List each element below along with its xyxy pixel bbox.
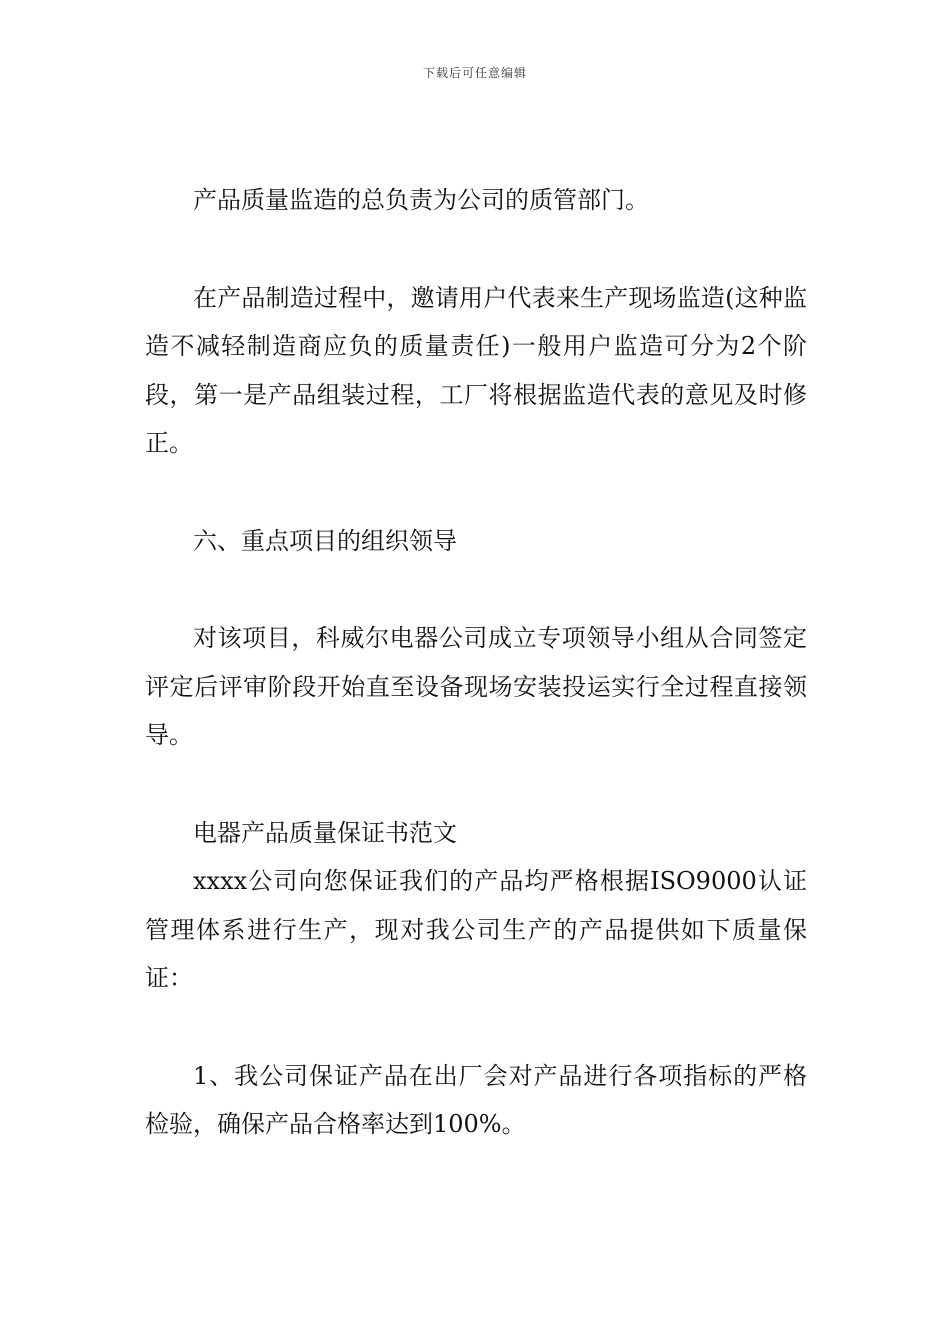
paragraph-user-supervision: 在产品制造过程中，邀请用户代表来生产现场监造(这种监造不减轻制造商应负的质量责任)一般用户监造可分为2个阶段，第一是产品组装过程，工厂将根据监造代表的意见及时修正。 [145, 283, 807, 457]
section-heading-leadership: 六、重点项目的组织领导 [193, 526, 457, 555]
paragraph-leadership: 对该项目，科威尔电器公司成立专项领导小组从合同签定评定后评审阶段开始直至设备现场安装投运实行全过程直接领导。 [145, 624, 807, 749]
paragraph-guarantee-intro: xxxx公司向您保证我们的产品均严格根据ISO9000认证管理体系进行生产，现对我公司生产的产品提供如下质量保证： [145, 867, 807, 992]
document-body [145, 176, 807, 1149]
paragraph-guarantee-item-1: 1、我公司保证产品在出厂会对产品进行各项指标的严格检验，确保产品合格率达到100%。 [145, 1061, 807, 1138]
paragraph-quality-supervision: 产品质量监造的总负责为公司的质管部门。 [193, 186, 649, 214]
page-header: 下载后可任意编辑 [422, 66, 527, 80]
section-heading-guarantee: 电器产品质量保证书范文 [193, 818, 457, 847]
